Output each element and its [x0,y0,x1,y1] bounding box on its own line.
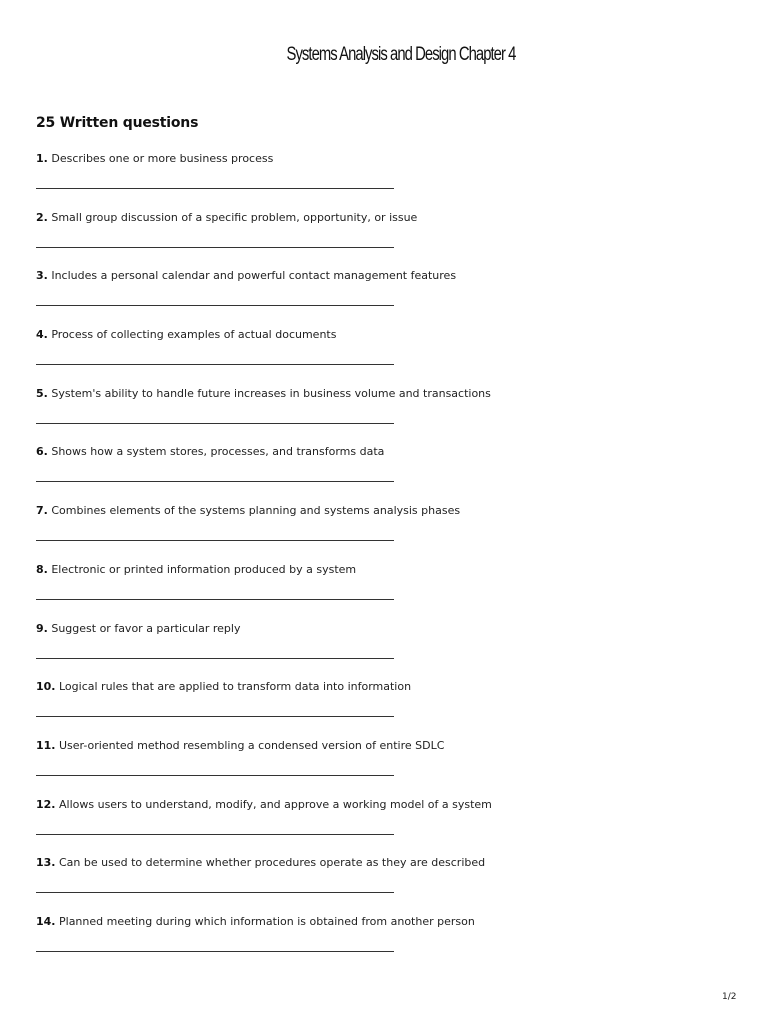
question-text [36,327,736,343]
answer-line[interactable] [36,892,394,893]
question-item [36,679,736,738]
question-number: 1. [36,152,48,165]
question-number: 13. [36,856,56,870]
question-text [36,503,736,519]
question-text [36,444,736,460]
question-item [36,503,736,562]
answer-line[interactable] [36,247,394,248]
question-text [36,914,736,930]
question-number: 2. [36,210,48,224]
document-title: Systems Analysis and Design Chapter 4 [286,44,516,65]
question-prompt: Process of collecting examples of actual documents [51,328,337,342]
question-prompt: System's ability to handle future increases in business volume and transactions [51,386,491,400]
question-text [36,679,736,695]
question-number: 10. [36,680,56,694]
question-prompt: Includes a personal calendar and powerful contact management features [51,269,457,283]
answer-line[interactable] [36,599,394,600]
question-number: 12. [36,797,56,811]
answer-line[interactable] [36,423,394,424]
question-prompt: Suggest or favor a particular reply [51,621,241,635]
question-item [36,268,736,327]
question-prompt: Combines elements of the systems planning and systems analysis phases [51,504,461,518]
question-prompt: Logical rules that are applied to transform data into information [59,680,412,694]
question-list [36,151,736,973]
question-item [36,855,736,914]
answer-line[interactable] [36,775,394,776]
answer-line[interactable] [36,364,394,365]
question-number: 11. [36,738,56,752]
question-prompt: Allows users to understand, modify, and approve a working model of a system [59,797,492,811]
question-prompt: Small group discussion of a specific problem, opportunity, or issue [51,210,418,224]
answer-line[interactable] [36,716,394,717]
answer-line[interactable] [36,188,394,189]
question-item [36,562,736,621]
question-number: 5. [36,386,48,400]
answer-line[interactable] [36,540,394,541]
question-item [36,797,736,856]
question-item [36,151,736,210]
question-number: 4. [36,328,48,342]
question-text [36,386,736,402]
answer-line[interactable] [36,834,394,835]
question-text [36,210,736,226]
question-number: 14. [36,914,56,928]
answer-line[interactable] [36,951,394,952]
question-text [36,855,736,871]
answer-line[interactable] [36,481,394,482]
question-prompt: User-oriented method resembling a condensed version of entire SDLC [59,738,445,752]
question-item [36,444,736,503]
question-item [36,327,736,386]
question-number: 7. [36,504,48,518]
question-text [36,268,736,284]
question-item [36,738,736,797]
page-number: 1/2 [722,992,737,1002]
section-heading: 25 Written questions [36,115,199,131]
question-number: 3. [36,269,48,283]
question-text [36,797,736,813]
question-item [36,621,736,680]
question-item [36,914,736,973]
answer-line[interactable] [36,305,394,306]
question-text [36,151,736,167]
question-prompt: Shows how a system stores, processes, and transforms data [51,445,385,459]
answer-line[interactable] [36,658,394,659]
question-number: 8. [36,562,48,576]
question-item [36,386,736,445]
question-prompt: Describes one or more business process [51,152,274,165]
question-prompt: Planned meeting during which information is obtained from another person [59,914,475,928]
question-item [36,210,736,269]
question-text [36,562,736,578]
question-text [36,621,736,637]
question-text [36,738,736,754]
question-number: 6. [36,445,48,459]
question-number: 9. [36,621,48,635]
question-prompt: Can be used to determine whether procedures operate as they are described [59,856,486,870]
question-prompt: Electronic or printed information produced by a system [51,562,357,576]
